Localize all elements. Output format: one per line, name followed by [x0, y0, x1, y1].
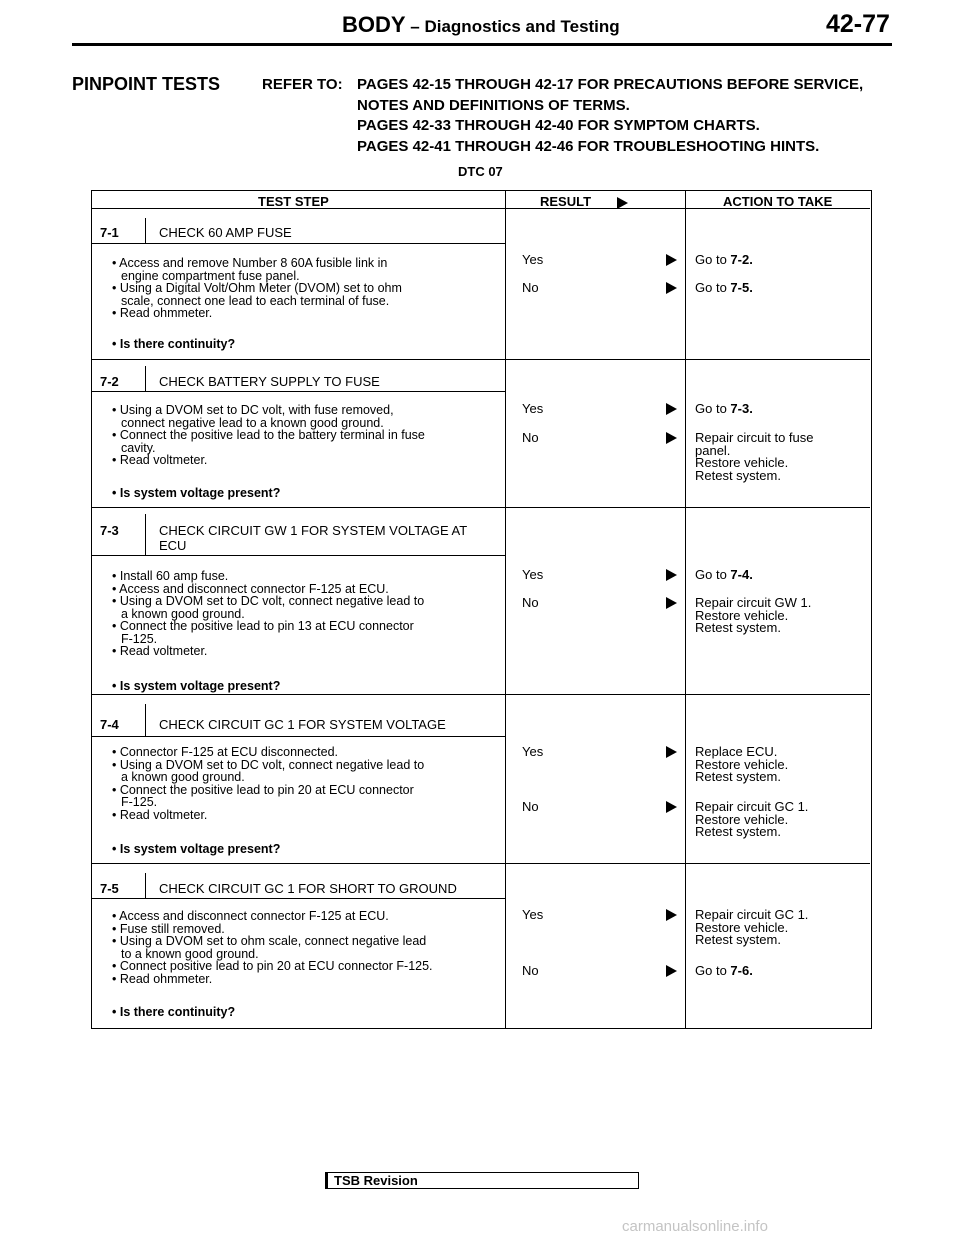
instruction-line: • Read voltmeter. — [112, 453, 208, 467]
action-line: Repair circuit GC 1. — [695, 907, 809, 922]
step-box-rule — [92, 736, 505, 737]
column-divider — [685, 191, 686, 1028]
action-line: Retest system. — [695, 769, 781, 784]
page-number: 42-77 — [826, 10, 890, 38]
result-no: No — [522, 280, 539, 295]
step-number: 7-3 — [100, 523, 119, 538]
refer-line: PAGES 42-15 THROUGH 42-17 FOR PRECAUTIONS BEFORE SERVICE, — [357, 76, 864, 93]
column-header-test-step: TEST STEP — [258, 194, 329, 209]
step-box-divider — [145, 704, 146, 736]
action-line: Restore vehicle. — [695, 919, 789, 935]
action-step-link: 7-5. — [730, 280, 753, 295]
action-text — [695, 432, 814, 482]
step-box-rule — [92, 243, 505, 244]
result-yes: Yes — [522, 907, 544, 922]
instruction-line: • Install 60 amp fuse. — [112, 569, 229, 583]
action-line: panel. — [695, 442, 731, 458]
pinpoint-tests-label: PINPOINT TESTS — [72, 74, 221, 94]
step-question: • Is system voltage present? — [112, 842, 281, 856]
action-line: Retest system. — [695, 620, 781, 635]
instruction-line: • Read ohmmeter. — [112, 306, 213, 320]
arrow-right-icon — [666, 597, 677, 609]
step-question: • Is there continuity? — [112, 337, 236, 351]
action-text — [695, 965, 753, 978]
step-box-divider — [145, 218, 146, 243]
action-step-link: 7-4. — [730, 567, 753, 582]
instruction-line: a known good ground. — [121, 770, 245, 784]
instruction-line: • Read ohmmeter. — [112, 971, 213, 986]
result-no: No — [522, 963, 539, 978]
arrow-right-icon — [666, 254, 677, 266]
action-text — [695, 282, 753, 295]
column-header-action: ACTION TO TAKE — [723, 194, 833, 209]
page-header-title — [342, 12, 620, 38]
header-subtitle: Diagnostics and Testing — [424, 17, 620, 36]
step-instructions — [112, 910, 497, 985]
step-separator — [92, 694, 870, 695]
instruction-line: cavity. — [121, 440, 156, 455]
header-title: BODY — [342, 12, 406, 37]
header-rule — [72, 43, 892, 46]
instruction-line: connect negative lead to a known good ground. — [121, 415, 384, 430]
arrow-right-icon — [666, 569, 677, 581]
step-instructions — [112, 570, 497, 658]
action-text — [695, 746, 788, 784]
pinpoint-test-table — [91, 190, 872, 1029]
header-dash: – — [405, 17, 425, 36]
action-step-link: 7-6. — [730, 963, 753, 978]
instruction-line: engine compartment fuse panel. — [121, 268, 300, 283]
refer-to-list — [357, 75, 863, 157]
action-line: Retest system. — [695, 932, 781, 947]
instruction-line: • Connect the positive lead to pin 20 at ECU connector — [112, 782, 414, 797]
action-line: Retest system. — [695, 467, 781, 483]
instruction-line: • Read voltmeter. — [112, 807, 208, 822]
instruction-line: • Connect the positive lead to the battery terminal in fuse — [112, 428, 425, 442]
instruction-line: • Access and remove Number 8 60A fusible link in — [112, 256, 388, 270]
dtc-code: DTC 07 — [458, 164, 503, 179]
instruction-line: • Using a DVOM set to DC volt, with fuse removed, — [112, 403, 394, 417]
tsb-revision-label: TSB Revision — [334, 1173, 418, 1188]
result-yes: Yes — [522, 252, 544, 267]
instruction-line: • Using a DVOM set to ohm scale, connect negative lead — [112, 934, 427, 948]
action-text — [695, 403, 753, 416]
refer-line: PAGES 42-41 THROUGH 42-46 FOR TROUBLESHOOTING HINTS. — [357, 137, 820, 155]
result-no: No — [522, 799, 539, 814]
action-text — [695, 254, 753, 267]
step-box-divider — [145, 873, 146, 898]
step-title: CHECK BATTERY SUPPLY TO FUSE — [159, 374, 380, 389]
refer-to-label: REFER TO: — [262, 76, 343, 93]
action-line: Restore vehicle. — [695, 455, 789, 470]
step-instructions — [112, 404, 497, 467]
result-header-label: RESULT — [540, 194, 592, 209]
action-line: Repair circuit to fuse — [695, 430, 814, 445]
action-line: Replace ECU. — [695, 744, 778, 759]
action-step-link: 7-3. — [730, 401, 753, 416]
action-line: Restore vehicle. — [695, 811, 789, 827]
arrow-right-icon — [666, 909, 677, 921]
action-prefix: Go to — [695, 280, 731, 295]
action-step-link: 7-2. — [730, 252, 753, 267]
instruction-line: • Using a Digital Volt/Ohm Meter (DVOM) set to ohm — [112, 281, 402, 295]
arrow-right-icon — [666, 432, 677, 444]
action-prefix: Go to — [695, 401, 731, 416]
action-text — [695, 597, 811, 635]
action-line: Retest system. — [695, 824, 781, 839]
action-line: Restore vehicle. — [695, 607, 789, 623]
action-line: Repair circuit GW 1. — [695, 595, 812, 610]
column-divider — [505, 191, 506, 1028]
step-box-rule — [92, 555, 505, 556]
instruction-line: • Connect the positive lead to pin 13 at ECU connector — [112, 619, 414, 633]
arrow-right-icon — [666, 282, 677, 294]
instruction-line: a known good ground. — [121, 606, 245, 621]
tsb-revision-box — [325, 1172, 639, 1189]
step-question: • Is system voltage present? — [112, 486, 281, 500]
instruction-line: • Fuse still removed. — [112, 921, 225, 936]
instruction-line: F-125. — [121, 631, 158, 646]
action-prefix: Go to — [695, 252, 731, 267]
result-no: No — [522, 595, 539, 610]
instruction-line: scale, connect one lead to each terminal of fuse. — [121, 293, 390, 308]
step-separator — [92, 359, 870, 360]
instruction-line: • Connect positive lead to pin 20 at ECU connector F-125. — [112, 959, 433, 973]
arrow-right-icon — [666, 965, 677, 977]
refer-line: PAGES 42-33 THROUGH 42-40 FOR SYMPTOM CHARTS. — [357, 117, 760, 134]
step-instructions — [112, 746, 497, 821]
step-question: • Is there continuity? — [112, 1005, 236, 1019]
arrow-right-icon — [666, 403, 677, 415]
result-no: No — [522, 430, 539, 445]
step-separator — [92, 507, 870, 508]
refer-line: NOTES AND DEFINITIONS OF TERMS. — [357, 96, 630, 114]
step-instructions — [112, 257, 497, 320]
instruction-line: • Access and disconnect connector F-125 at ECU. — [112, 909, 389, 923]
step-number: 7-5 — [100, 881, 119, 896]
step-title: CHECK CIRCUIT GW 1 FOR SYSTEM VOLTAGE AT ECU — [159, 523, 467, 553]
action-text — [695, 569, 753, 582]
instruction-line: F-125. — [121, 795, 158, 809]
step-box-rule — [92, 898, 505, 899]
result-yes: Yes — [522, 744, 544, 759]
step-number: 7-1 — [100, 225, 119, 240]
action-prefix: Go to — [695, 567, 731, 582]
step-title: CHECK 60 AMP FUSE — [159, 225, 292, 240]
action-line: Restore vehicle. — [695, 756, 789, 772]
instruction-line: • Read voltmeter. — [112, 644, 208, 658]
arrow-right-icon — [666, 801, 677, 813]
action-prefix: Go to — [695, 963, 731, 978]
action-text — [695, 801, 808, 839]
arrow-right-icon — [617, 197, 628, 209]
instruction-line: to a known good ground. — [121, 946, 259, 961]
step-box-divider — [145, 514, 146, 555]
step-title: CHECK CIRCUIT GC 1 FOR SHORT TO GROUND — [159, 881, 457, 896]
step-title: CHECK CIRCUIT GC 1 FOR SYSTEM VOLTAGE — [159, 717, 446, 732]
step-box-divider — [145, 366, 146, 391]
result-yes: Yes — [522, 401, 544, 416]
instruction-line: • Using a DVOM set to DC volt, connect negative lead to — [112, 594, 425, 608]
step-number: 7-4 — [100, 717, 119, 732]
watermark: carmanualsonline.info — [622, 1218, 768, 1235]
instruction-line: • Using a DVOM set to DC volt, connect negative lead to — [112, 757, 425, 772]
column-header-result — [540, 194, 628, 209]
step-box-rule — [92, 391, 505, 392]
instruction-line: • Connector F-125 at ECU disconnected. — [112, 745, 339, 759]
action-text — [695, 909, 808, 947]
arrow-right-icon — [666, 746, 677, 758]
result-yes: Yes — [522, 567, 544, 582]
instruction-line: • Access and disconnect connector F-125 at ECU. — [112, 581, 389, 596]
step-number: 7-2 — [100, 374, 119, 389]
action-line: Repair circuit GC 1. — [695, 799, 809, 814]
step-question: • Is system voltage present? — [112, 679, 281, 693]
step-separator — [92, 863, 870, 864]
